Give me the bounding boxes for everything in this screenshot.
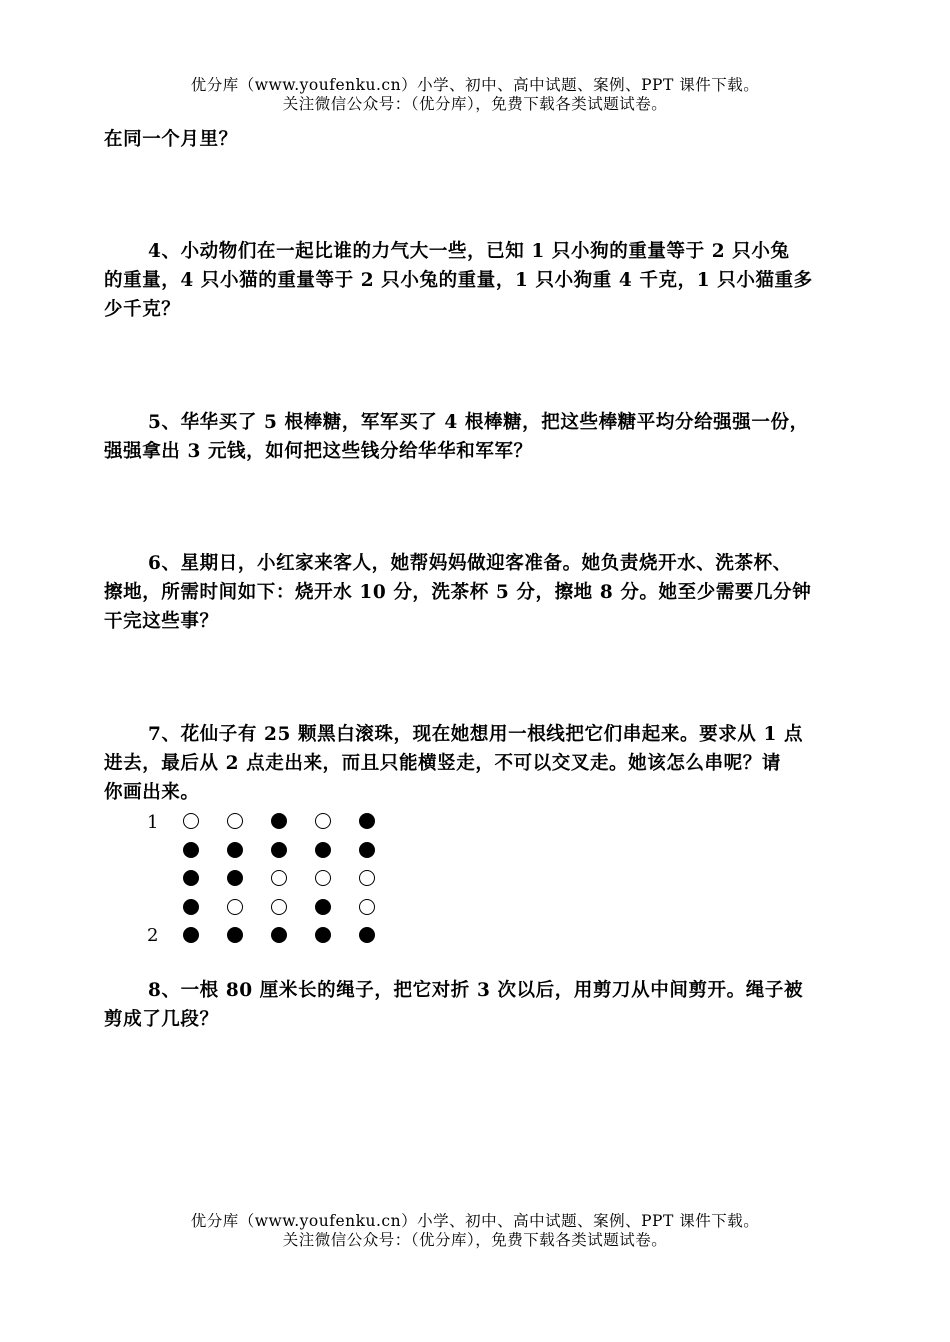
- bead-black-r2c4: [315, 842, 331, 858]
- question-5: [104, 408, 884, 466]
- bead-black-r2c1: [183, 842, 199, 858]
- bead-white-r3c3: [271, 870, 287, 886]
- bead-black-r2c3: [271, 842, 287, 858]
- bead-black-r5c3: [271, 927, 287, 943]
- question-6: [104, 549, 884, 636]
- bead-black-r5c5: [359, 927, 375, 943]
- question-line: 少千克？: [104, 299, 181, 320]
- bead-grid: [145, 812, 385, 946]
- bead-black-r3c2: [227, 870, 243, 886]
- bead-black-r2c5: [359, 842, 375, 858]
- start-point-label: 1: [147, 812, 159, 833]
- bead-black-r5c1: [183, 927, 199, 943]
- question-line: 8、一根 80 厘米长的绳子，把它对折 3 次以后，用剪刀从中间剪开。绳子被: [148, 980, 804, 1001]
- footer-line-2: 关注微信公众号：（优分库），免费下载各类试题试卷。: [282, 1231, 668, 1249]
- bead-white-r3c5: [359, 870, 375, 886]
- question-line: 7、花仙子有 25 颗黑白滚珠，现在她想用一根线把它们串起来。要求从 1 点: [148, 724, 804, 745]
- bead-white-r4c5: [359, 899, 375, 915]
- bead-white-r3c4: [315, 870, 331, 886]
- bead-black-r2c2: [227, 842, 243, 858]
- question-line: 进去，最后从 2 点走出来，而且只能横竖走，不可以交叉走。她该怎么串呢？请: [104, 753, 781, 774]
- bead-black-r4c1: [183, 899, 199, 915]
- question-line: 剪成了几段？: [104, 1009, 219, 1030]
- page-header: [0, 76, 950, 114]
- bead-black-r5c2: [227, 927, 243, 943]
- header-line-2: 关注微信公众号：（优分库），免费下载各类试题试卷。: [282, 95, 668, 113]
- header-line-1: 优分库（www.youfenku.cn）小学、初中、高中试题、案例、PPT 课件下载。: [190, 76, 760, 94]
- bead-black-r4c4: [315, 899, 331, 915]
- question-line: 你画出来。: [104, 782, 200, 803]
- question-line: 在同一个月里？: [104, 129, 238, 150]
- bead-white-r4c2: [227, 899, 243, 915]
- page-footer: [0, 1212, 950, 1250]
- footer-line-1: 优分库（www.youfenku.cn）小学、初中、高中试题、案例、PPT 课件下载。: [190, 1212, 760, 1230]
- question-line: 强强拿出 3 元钱，如何把这些钱分给华华和军军？: [104, 441, 533, 462]
- bead-white-r4c3: [271, 899, 287, 915]
- question-4: [104, 237, 884, 324]
- question-line: 4、小动物们在一起比谁的力气大一些，已知 1 只小狗的重量等于 2 只小兔: [148, 241, 790, 262]
- question-7: [104, 720, 884, 807]
- bead-white-r1c1: [183, 813, 199, 829]
- bead-black-r1c5: [359, 813, 375, 829]
- question-line: 5、华华买了 5 根棒糖，军军买了 4 根棒糖，把这些棒糖平均分给强强一份，: [148, 412, 809, 433]
- end-point-label: 2: [147, 925, 159, 946]
- question-8: [104, 976, 884, 1034]
- question-line: 擦地，所需时间如下：烧开水 10 分，洗茶杯 5 分，擦地 8 分。她至少需要几分钟: [104, 582, 812, 603]
- question-line: 的重量，4 只小猫的重量等于 2 只小兔的重量，1 只小狗重 4 千克，1 只小猫重多: [104, 270, 813, 291]
- question-line: 干完这些事？: [104, 611, 219, 632]
- bead-white-r1c2: [227, 813, 243, 829]
- question-3-tail: [104, 125, 884, 154]
- bead-white-r1c4: [315, 813, 331, 829]
- bead-black-r5c4: [315, 927, 331, 943]
- bead-black-r1c3: [271, 813, 287, 829]
- question-line: 6、星期日，小红家来客人，她帮妈妈做迎客准备。她负责烧开水、洗茶杯、: [148, 553, 792, 574]
- bead-black-r3c1: [183, 870, 199, 886]
